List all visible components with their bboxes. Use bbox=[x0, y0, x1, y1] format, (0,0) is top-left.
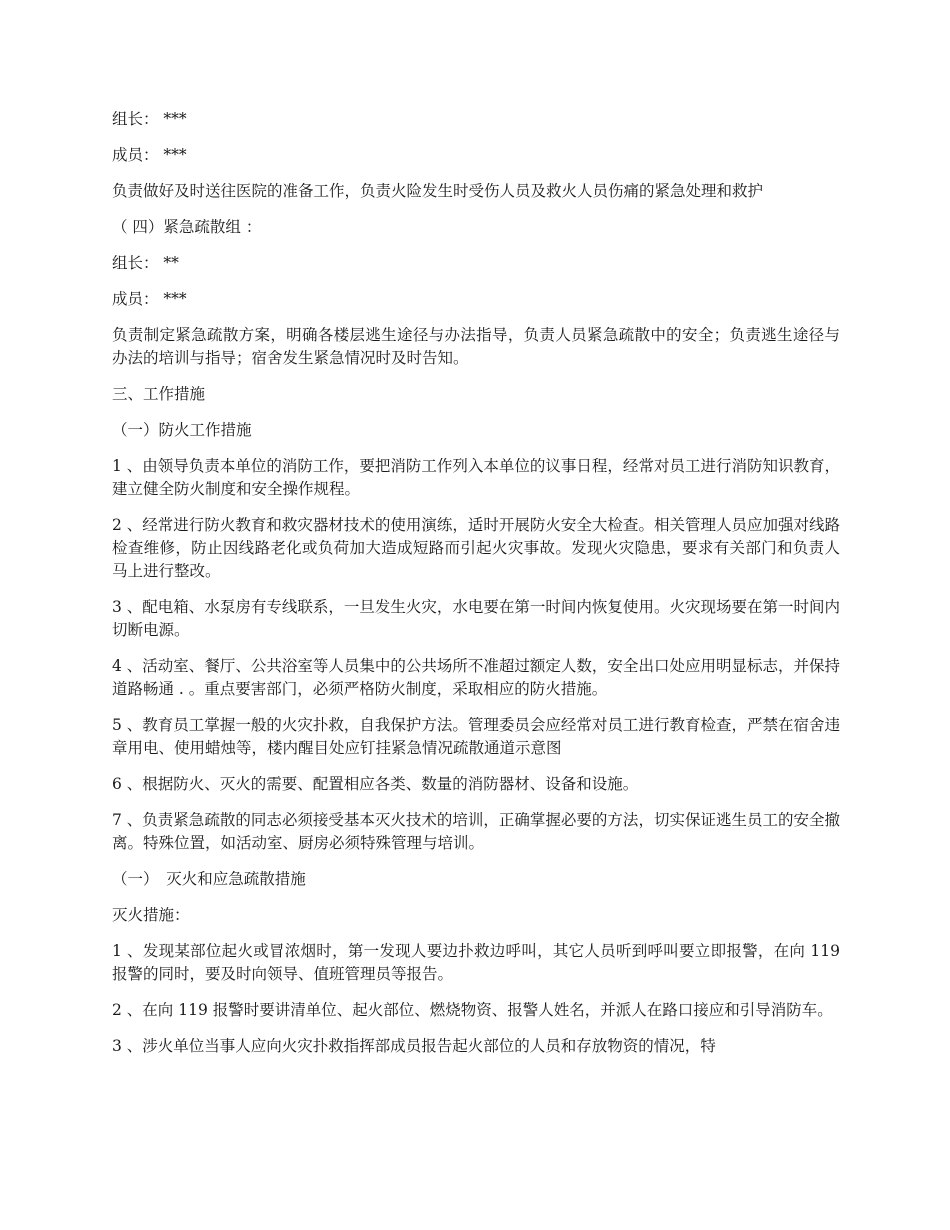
firefighting-item-3: 3 、涉火单位当事人应向火灾扑救指挥部成员报告起火部位的人员和存放物资的情况，特 bbox=[112, 1037, 716, 1055]
subsection-heading-fire-prevention: （一）防火工作措施 bbox=[112, 421, 252, 439]
subsection-heading-firefighting-evacuation: （一） 灭火和应急疏散措施 bbox=[112, 870, 306, 888]
measure-item-7: 7 、负责紧急疏散的同志必须接受基本灭火技术的培训，正确掌握必要的方法，切实保证逃生员工的安全撤离。特殊位置，如活动室、厨房必须特殊管理与培训。 bbox=[112, 811, 840, 852]
document-body bbox=[112, 108, 840, 1071]
leader-line-1: 组长： *** bbox=[112, 110, 187, 128]
measure-item-3: 3 、配电箱、水泵房有专线联系，一旦发生火灾，水电要在第一时间内恢复使用。火灾现场要在第一时间内切断电源。 bbox=[112, 598, 840, 639]
measure-item-1: 1 、由领导负责本单位的消防工作，要把消防工作列入本单位的议事日程，经常对员工进行消防知识教育，建立健全防火制度和安全操作规程。 bbox=[112, 457, 840, 498]
section-heading-work-measures: 三、工作措施 bbox=[112, 385, 206, 403]
firefighting-item-2: 2 、在向 119 报警时要讲清单位、起火部位、燃烧物资、报警人姓名，并派人在路口接应和引导消防车。 bbox=[112, 1001, 833, 1019]
section-heading-evacuation-group: （ 四）紧急疏散组 ： bbox=[112, 218, 262, 236]
measure-item-5: 5 、教育员工掌握一般的火灾扑救，自我保护方法。管理委员会应经常对员工进行教育检查，严禁在宿舍违章用电、使用蜡烛等，楼内醒目处应钉挂紧急情况疏散通道示意图 bbox=[112, 716, 840, 757]
firefighting-measures-label: 灭火措施： bbox=[112, 906, 190, 924]
measure-item-4: 4 、活动室、餐厅、公共浴室等人员集中的公共场所不准超过额定人数，安全出口处应用明显标志，并保持道路畅通 . 。重点要害部门，必须严格防火制度，采取相应的防火措施。 bbox=[112, 657, 840, 698]
measure-item-2: 2 、经常进行防火教育和救灾器材技术的使用演练，适时开展防火安全大检查。相关管理人员应加强对线路检查维修，防止因线路老化或负荷加大造成短路而引起火灾事故。发现火灾隐患，要求有关部门和负责人马上进行整改。 bbox=[112, 516, 840, 580]
firefighting-item-1: 1 、发现某部位起火或冒浓烟时，第一发现人要边扑救边呼叫，其它人员听到呼叫要立即报警，在向 119 报警的同时，要及时向领导、值班管理员等报告。 bbox=[112, 942, 840, 983]
medical-duty-paragraph: 负责做好及时送往医院的准备工作，负责火险发生时受伤人员及救火人员伤痛的紧急处理和救护 bbox=[112, 182, 764, 200]
member-line-2: 成员： *** bbox=[112, 290, 187, 308]
measure-item-6: 6 、根据防火、灭火的需要、配置相应各类、数量的消防器材、设备和设施。 bbox=[112, 775, 639, 793]
leader-line-2: 组长： ** bbox=[112, 254, 179, 272]
member-line-1: 成员： *** bbox=[112, 146, 187, 164]
evacuation-duty-paragraph: 负责制定紧急疏散方案，明确各楼层逃生途径与办法指导，负责人员紧急疏散中的安全；负责逃生途径与办法的培训与指导；宿舍发生紧急情况时及时告知。 bbox=[112, 326, 840, 367]
